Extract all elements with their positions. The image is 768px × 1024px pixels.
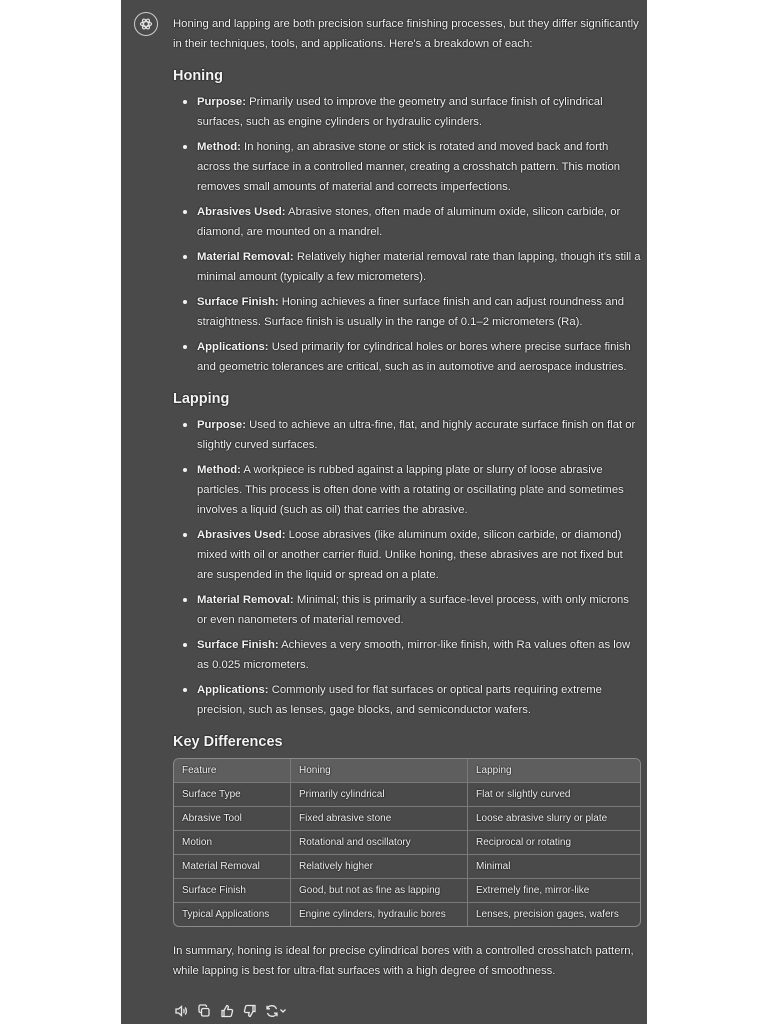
table-row bbox=[174, 807, 640, 831]
honing-list bbox=[173, 92, 641, 377]
list-item: Method: A workpiece is rubbed against a lapping plate or slurry of loose abrasive particles. This process is often done with a rotating or oscillating plate and sometimes involves a liquid (such as oil) that carries the abrasive. bbox=[197, 460, 641, 520]
regenerate-icon[interactable] bbox=[265, 1003, 287, 1018]
table-header-cell: Honing bbox=[291, 759, 468, 783]
message-actions bbox=[173, 1003, 287, 1018]
list-item: Method: In honing, an abrasive stone or stick is rotated and moved back and forth across the surface in a controlled manner, creating a crosshatch pattern. This motion removes small amounts of material and corrects imperfections. bbox=[197, 137, 641, 197]
table-cell: Motion bbox=[174, 831, 291, 855]
list-item: Purpose: Primarily used to improve the geometry and surface finish of cylindrical surfaces, such as engine cylinders or hydraulic cylinders. bbox=[197, 92, 641, 132]
message-summary: In summary, honing is ideal for precise cylindrical bores with a controlled crosshatch pattern, while lapping is best for ultra-flat surfaces with a high degree of smoothness. bbox=[173, 945, 634, 977]
table-cell: Good, but not as fine as lapping bbox=[291, 879, 468, 903]
table-cell: Fixed abrasive stone bbox=[291, 807, 468, 831]
assistant-message bbox=[173, 14, 641, 981]
table-row bbox=[174, 855, 640, 879]
list-item: Purpose: Used to achieve an ultra-fine, flat, and highly accurate surface finish on flat or slightly curved surfaces. bbox=[197, 415, 641, 455]
section-heading-lapping: Lapping bbox=[173, 391, 230, 407]
table-cell: Relatively higher bbox=[291, 855, 468, 879]
list-item: Applications: Commonly used for flat surfaces or optical parts requiring extreme precision, such as lenses, gage blocks, and semiconductor wafers. bbox=[197, 680, 641, 720]
table-cell: Rotational and oscillatory bbox=[291, 831, 468, 855]
thumbs-up-icon[interactable] bbox=[219, 1003, 234, 1018]
table-row bbox=[174, 903, 640, 927]
table-cell: Reciprocal or rotating bbox=[468, 831, 641, 855]
table-cell: Engine cylinders, hydraulic bores bbox=[291, 903, 468, 927]
message-intro: Honing and lapping are both precision surface finishing processes, but they differ significantly in their techniques, tools, and applications. Here's a breakdown of each: bbox=[173, 18, 639, 50]
list-item: Material Removal: Relatively higher material removal rate than lapping, though it's still a minimal amount (typically a few micrometers). bbox=[197, 247, 641, 287]
thumbs-down-icon[interactable] bbox=[242, 1003, 257, 1018]
list-item: Abrasives Used: Loose abrasives (like aluminum oxide, silicon carbide, or diamond) mixed with oil or another carrier fluid. Unlike honing, these abrasives are not fixed but are suspended in the liquid or spread on a plate. bbox=[197, 525, 641, 585]
table-heading: Key Differences bbox=[173, 734, 283, 750]
table-row bbox=[174, 783, 640, 807]
list-item: Abrasives Used: Abrasive stones, often made of aluminum oxide, silicon carbide, or diamond, are mounted on a mandrel. bbox=[197, 202, 641, 242]
list-item: Surface Finish: Honing achieves a finer surface finish and can adjust roundness and straightness. Surface finish is usually in the range of 0.1–2 micrometers (Ra). bbox=[197, 292, 641, 332]
table-header-cell: Lapping bbox=[468, 759, 641, 783]
table-header-row bbox=[174, 759, 640, 783]
list-item: Surface Finish: Achieves a very smooth, mirror-like finish, with Ra values often as low as 0.025 micrometers. bbox=[197, 635, 641, 675]
table-cell: Material Removal bbox=[174, 855, 291, 879]
table-header-cell: Feature bbox=[174, 759, 291, 783]
table-cell: Extremely fine, mirror-like bbox=[468, 879, 641, 903]
read-aloud-icon[interactable] bbox=[173, 1003, 188, 1018]
table-cell: Surface Type bbox=[174, 783, 291, 807]
assistant-logo-icon bbox=[134, 12, 158, 36]
table-row bbox=[174, 831, 640, 855]
copy-icon[interactable] bbox=[196, 1003, 211, 1018]
list-item: Material Removal: Minimal; this is primarily a surface-level process, with only microns or even nanometers of material removed. bbox=[197, 590, 641, 630]
comparison-table bbox=[173, 758, 641, 927]
section-heading-honing: Honing bbox=[173, 68, 223, 84]
list-item: Applications: Used primarily for cylindrical holes or bores where precise surface finish and geometric tolerances are critical, such as in automotive and aerospace industries. bbox=[197, 337, 641, 377]
lapping-list bbox=[173, 415, 641, 720]
table-row bbox=[174, 879, 640, 903]
table-cell: Minimal bbox=[468, 855, 641, 879]
chat-panel bbox=[121, 0, 647, 1024]
table-cell: Flat or slightly curved bbox=[468, 783, 641, 807]
table-cell: Lenses, precision gages, wafers bbox=[476, 909, 619, 920]
table-cell: Abrasive Tool bbox=[174, 807, 291, 831]
table-cell: Primarily cylindrical bbox=[291, 783, 468, 807]
table-cell: Surface Finish bbox=[174, 879, 291, 903]
table-cell: Loose abrasive slurry or plate bbox=[468, 807, 641, 831]
table-cell: Typical Applications bbox=[174, 903, 291, 927]
